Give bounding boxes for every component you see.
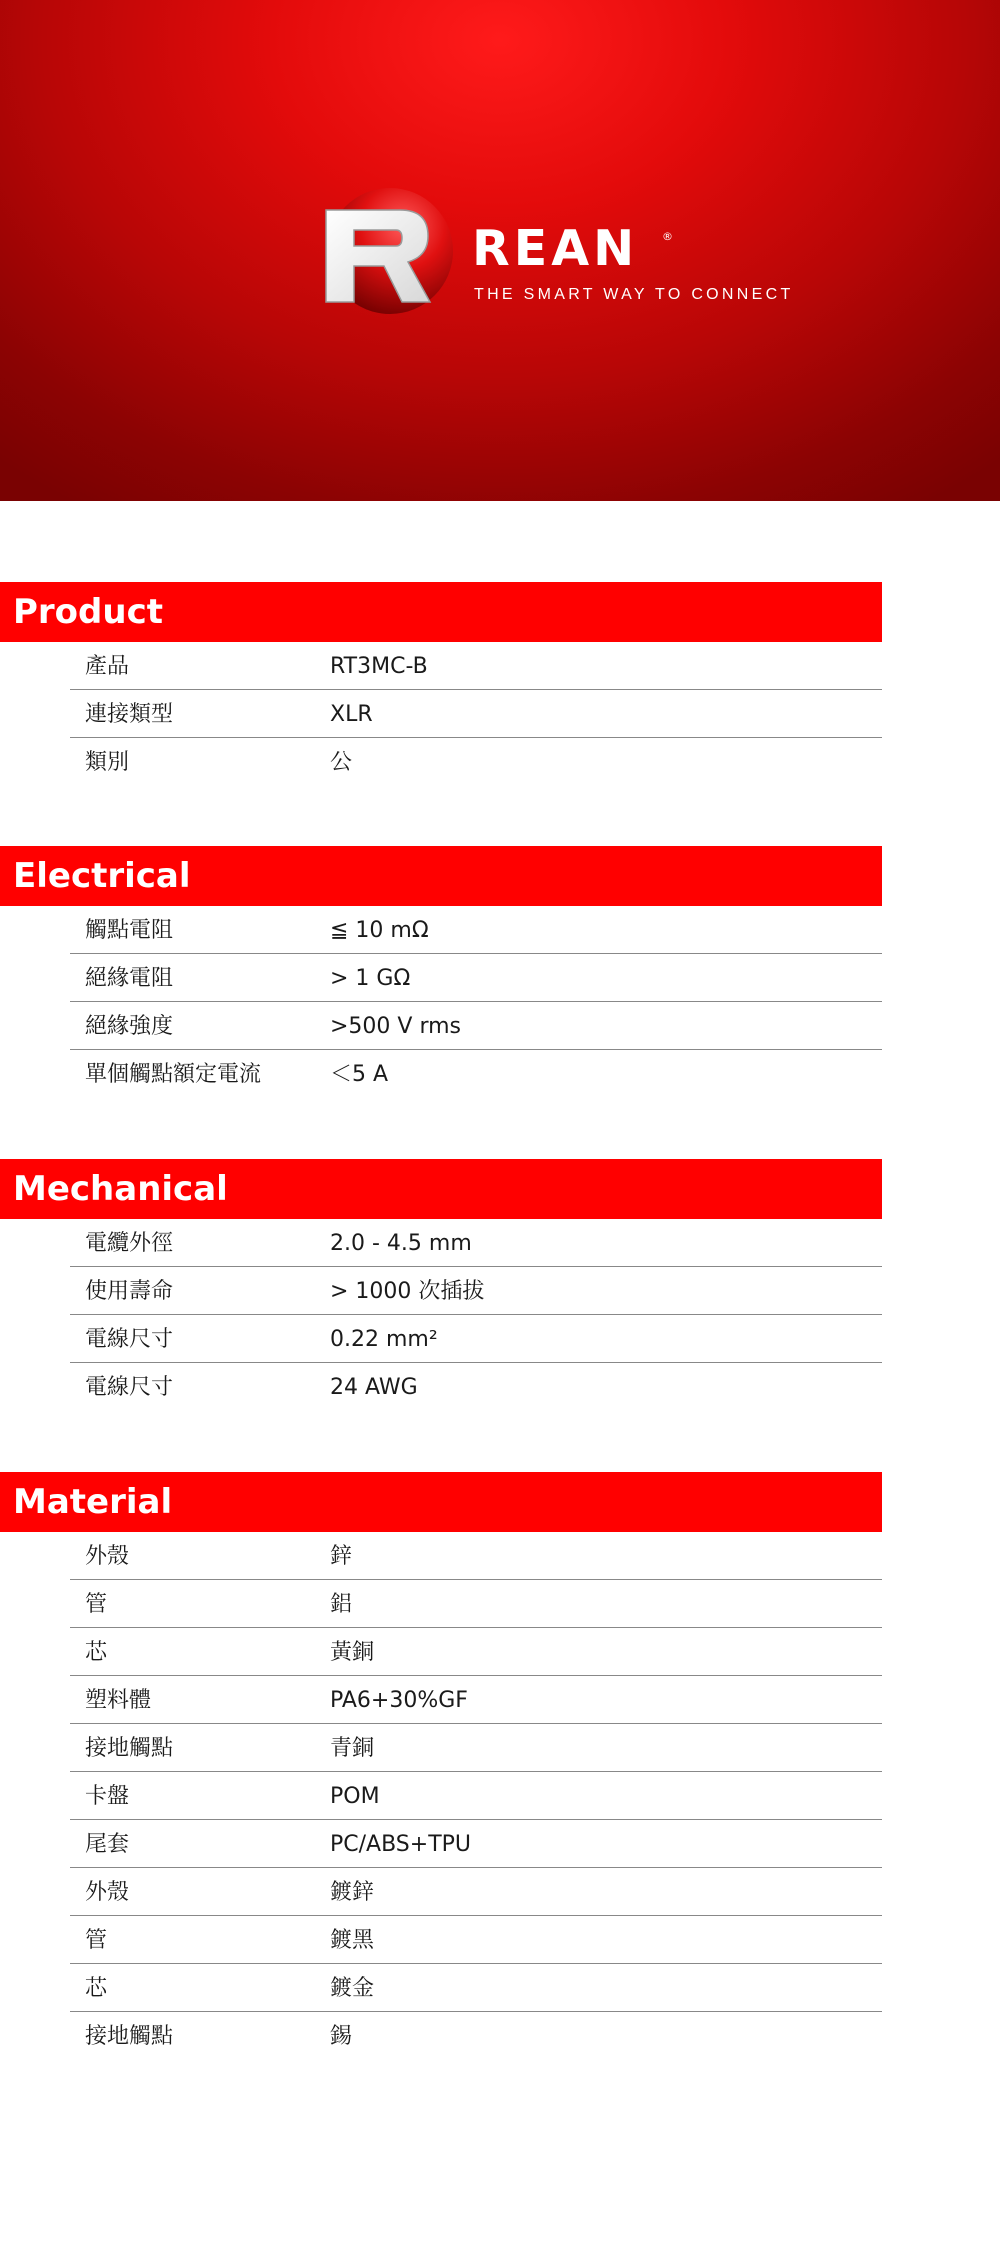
spec-label: 連接類型 (85, 702, 174, 727)
spec-label: 單個觸點額定電流 (85, 1062, 262, 1087)
spec-label: 外殼 (85, 1544, 130, 1569)
spec-value: 青銅 (330, 1736, 375, 1761)
table-row (70, 1580, 882, 1628)
table-row (70, 738, 882, 785)
spec-value: ＜5 A (330, 1062, 389, 1087)
spec-value: ≦ 10 mΩ (330, 918, 429, 943)
spec-value: 鍍黑 (330, 1928, 375, 1953)
spec-value: PA6+30%GF (330, 1688, 468, 1713)
spec-value: 2.0 - 4.5 mm (330, 1231, 472, 1256)
spec-value: XLR (330, 702, 373, 727)
brand-tagline: THE SMART WAY TO CONNECT (474, 286, 794, 303)
section-title: Electrical (0, 846, 882, 906)
spec-value: 鋅 (330, 1544, 353, 1569)
spec-label: 產品 (85, 654, 130, 679)
table-row (70, 2012, 882, 2059)
spec-label: 外殼 (85, 1880, 130, 1905)
spec-label: 電線尺寸 (85, 1375, 174, 1400)
table-row (70, 954, 882, 1002)
table-row (70, 1964, 882, 2012)
section-material (0, 1472, 882, 2059)
section-mechanical (0, 1159, 882, 1410)
table-row (70, 1724, 882, 1772)
table-row (70, 1267, 882, 1315)
spec-label: 電纜外徑 (85, 1231, 174, 1256)
spec-label: 尾套 (85, 1832, 130, 1857)
registered-mark: ® (662, 230, 673, 243)
table-row (70, 1628, 882, 1676)
table-row (70, 1002, 882, 1050)
table-row (70, 1676, 882, 1724)
section-title: Material (0, 1472, 882, 1532)
spec-label: 觸點電阻 (85, 918, 174, 943)
spec-label: 絕緣電阻 (85, 966, 174, 991)
spec-label: 管 (85, 1928, 108, 1953)
spec-value: 鍍金 (330, 1976, 375, 2001)
rean-logo (322, 184, 822, 319)
spec-value: 24 AWG (330, 1375, 418, 1400)
table-row (70, 1050, 882, 1097)
table-row (70, 1363, 882, 1410)
spec-value: 0.22 mm² (330, 1327, 438, 1352)
section-product (0, 582, 882, 785)
spec-label: 使用壽命 (85, 1279, 174, 1304)
spec-label: 接地觸點 (85, 2024, 174, 2049)
spec-label: 芯 (85, 1976, 108, 2001)
section-title: Product (0, 582, 882, 642)
spec-label: 類別 (85, 750, 130, 775)
spec-value: 鋁 (330, 1592, 353, 1617)
spec-table (70, 1532, 882, 2059)
table-row (70, 1916, 882, 1964)
spec-value: > 1000 次插拔 (330, 1279, 485, 1304)
spec-label: 絕緣強度 (85, 1014, 174, 1039)
table-row (70, 1868, 882, 1916)
spec-label: 塑料體 (85, 1688, 152, 1713)
rean-r-emblem-icon (322, 184, 457, 319)
spec-table (70, 1219, 882, 1410)
table-row (70, 690, 882, 738)
spec-value: 鍍鋅 (330, 1880, 375, 1905)
brand-name: REAN (472, 220, 639, 277)
spec-value: 黃銅 (330, 1640, 375, 1665)
spec-value: > 1 GΩ (330, 966, 411, 991)
section-title: Mechanical (0, 1159, 882, 1219)
spec-label: 芯 (85, 1640, 108, 1665)
section-electrical (0, 846, 882, 1097)
spec-value: 錫 (330, 2024, 353, 2049)
table-row (70, 906, 882, 954)
spec-value: POM (330, 1784, 380, 1809)
spec-label: 管 (85, 1592, 108, 1617)
table-row (70, 1532, 882, 1580)
spec-value: RT3MC-B (330, 654, 428, 679)
table-row (70, 1772, 882, 1820)
hero-banner (0, 0, 1000, 501)
table-row (70, 1820, 882, 1868)
spec-value: PC/ABS+TPU (330, 1832, 472, 1857)
spec-label: 接地觸點 (85, 1736, 174, 1761)
spec-table (70, 906, 882, 1097)
table-row (70, 642, 882, 690)
table-row (70, 1219, 882, 1267)
spec-label: 卡盤 (85, 1784, 130, 1809)
spec-value: >500 V rms (330, 1014, 462, 1039)
spec-label: 電線尺寸 (85, 1327, 174, 1352)
spec-table (70, 642, 882, 785)
table-row (70, 1315, 882, 1363)
spec-value: 公 (330, 750, 353, 775)
